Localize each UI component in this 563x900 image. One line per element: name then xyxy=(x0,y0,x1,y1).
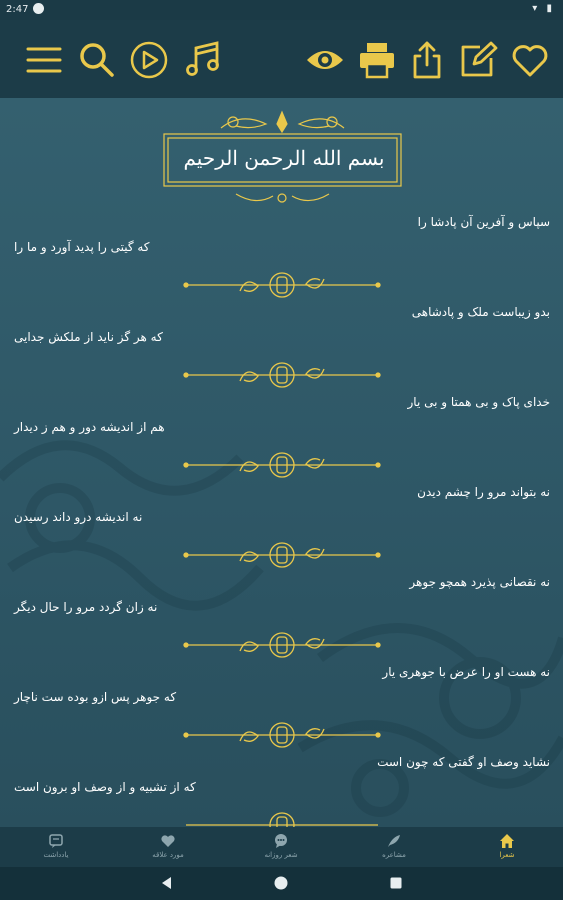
printer-icon[interactable] xyxy=(357,40,397,80)
status-bar xyxy=(0,0,563,20)
note-icon xyxy=(48,833,64,849)
verse-second-hemistich[interactable]: نه زان گردد مرو را حال دیگر xyxy=(14,600,158,614)
system-navigation-bar xyxy=(0,867,563,900)
music-icon[interactable] xyxy=(183,40,223,80)
quill-icon xyxy=(386,833,402,849)
toolbar xyxy=(0,20,563,98)
nav-poetry-contest[interactable] xyxy=(338,827,450,867)
home-button-icon[interactable] xyxy=(273,875,289,891)
verse-first-hemistich[interactable]: خدای پاک و بی همتا و بی یار xyxy=(407,395,550,409)
nav-label: یادداشت xyxy=(43,851,69,859)
nav-daily-poem[interactable] xyxy=(225,827,337,867)
status-time: 2:47 xyxy=(6,4,29,15)
verse-second-hemistich[interactable]: نه اندیشه درو داند رسیدن xyxy=(14,510,143,524)
edit-icon[interactable] xyxy=(458,40,498,80)
nav-poets[interactable] xyxy=(451,827,563,867)
verse-first-hemistich[interactable]: نه نقصانی پذیرد همچو جوهر xyxy=(409,575,550,589)
chat-icon xyxy=(273,833,289,849)
nav-favorites[interactable] xyxy=(112,827,224,867)
verse-divider-ornament xyxy=(182,628,382,662)
verse-divider-ornament xyxy=(182,808,382,827)
verse-divider-ornament xyxy=(182,538,382,572)
heart-icon xyxy=(160,833,176,849)
verse-second-hemistich[interactable]: هم از اندیشه دور و هم ز دیدار xyxy=(14,420,165,434)
verse-second-hemistich[interactable]: که هر گز ناید از ملکش جدایی xyxy=(14,330,163,344)
back-icon[interactable] xyxy=(159,875,175,891)
poem-content[interactable] xyxy=(0,98,563,827)
menu-icon[interactable] xyxy=(24,40,64,80)
nav-notes[interactable] xyxy=(0,827,112,867)
verse-first-hemistich[interactable]: سپاس و آفرین آن پادشا را xyxy=(417,215,550,229)
verse-second-hemistich[interactable]: که گیتی را پدید آورد و ما را xyxy=(14,240,150,254)
verse-first-hemistich[interactable]: بدو زیباست ملک و پادشاهی xyxy=(411,305,550,319)
status-system-icons: ▾ ▮ xyxy=(532,3,555,14)
recents-icon[interactable] xyxy=(388,875,404,891)
nav-label: مشاعره xyxy=(382,851,406,859)
search-icon[interactable] xyxy=(77,40,117,80)
verse-first-hemistich[interactable]: نه بتواند مرو را چشم دیدن xyxy=(417,485,550,499)
home-icon xyxy=(499,833,515,849)
verse-first-hemistich[interactable]: نشاید وصف او گفتی که چون است xyxy=(377,755,550,769)
nav-label: مورد علاقه xyxy=(152,851,184,859)
heart-icon[interactable] xyxy=(510,40,550,80)
verse-second-hemistich[interactable]: که از تشبیه و از وصف او برون است xyxy=(14,780,196,794)
verse-divider-ornament xyxy=(182,718,382,752)
play-icon[interactable] xyxy=(129,40,169,80)
bismillah-heading: بسم الله الرحمن الرحیم xyxy=(183,146,385,170)
verse-first-hemistich[interactable]: نه هست او را عرض با جوهری یار xyxy=(382,665,550,679)
eye-icon[interactable] xyxy=(305,40,345,80)
nav-label: شعر روزانه xyxy=(264,851,298,859)
notification-badge-icon xyxy=(33,3,44,14)
nav-label: شعرا xyxy=(499,851,515,859)
verse-divider-ornament xyxy=(182,268,382,302)
verse-second-hemistich[interactable]: که جوهر پس ازو بوده ست ناچار xyxy=(14,690,177,704)
verse-divider-ornament xyxy=(182,448,382,482)
share-icon[interactable] xyxy=(407,40,447,80)
verse-divider-ornament xyxy=(182,358,382,392)
bottom-navigation xyxy=(0,827,563,867)
